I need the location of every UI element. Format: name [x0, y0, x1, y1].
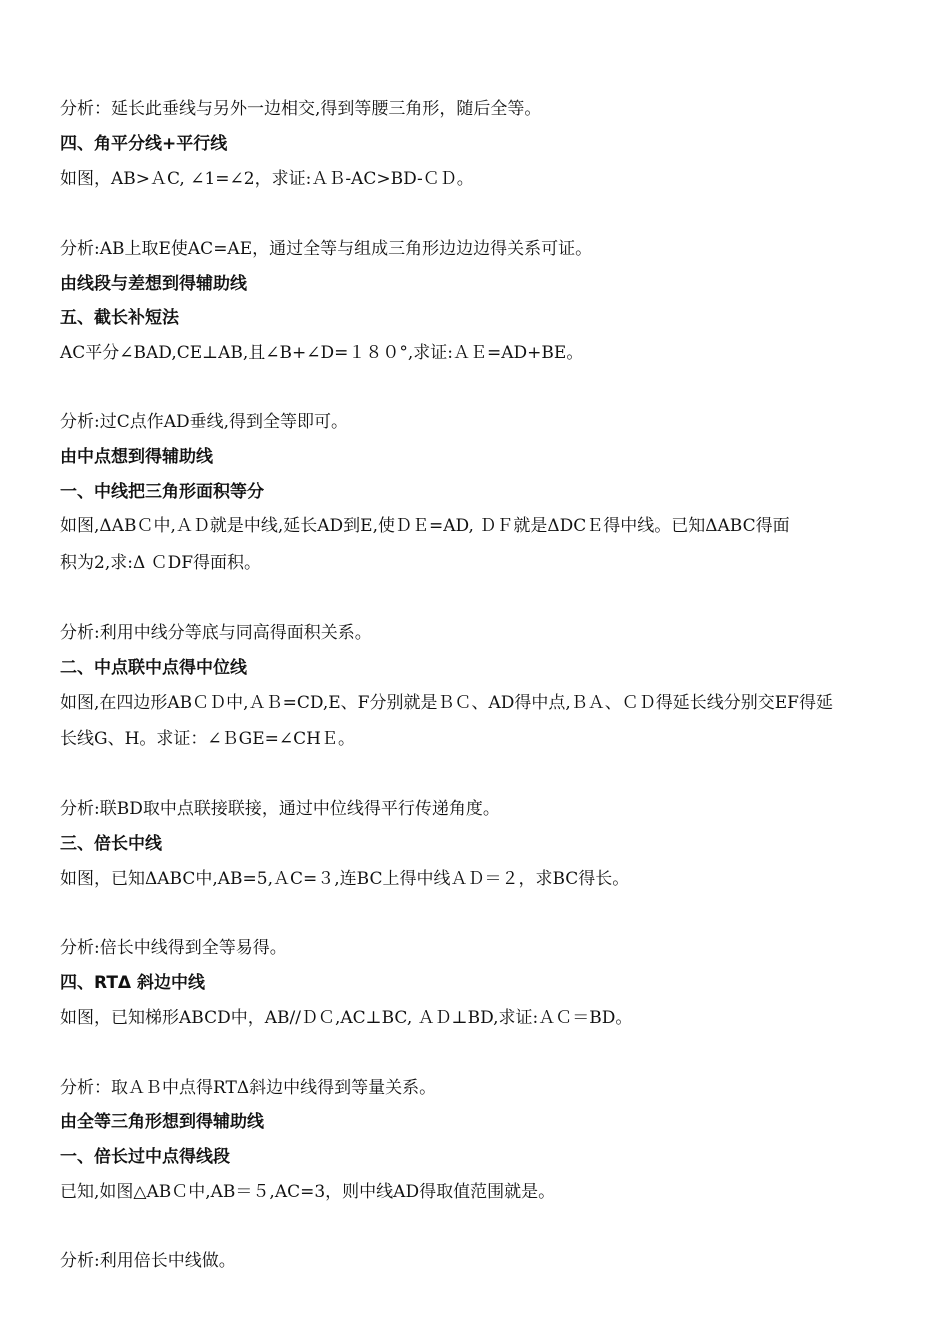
- text-line: 如图,ΔABＣ中,ＡＤ就是中线,延长AD到E,使ＤＥ=AD, ＤＦ就是ΔDCＥ得中线。已知ΔABC得面: [60, 516, 790, 536]
- text-line: 分析:利用中线分等底与同高得面积关系。: [60, 623, 372, 643]
- text-line: 分析：延长此垂线与另外一边相交,得到等腰三角形，随后全等。: [60, 99, 542, 119]
- section-heading: 二、中点联中点得中位线: [60, 658, 247, 678]
- text-line: 分析:过C点作AD垂线,得到全等即可。: [60, 412, 349, 432]
- text-line: 如图，已知梯形ABCD中，AB//ＤＣ,AC⊥BC, ＡＤ⊥BD,求证:ＡＣ＝BD。: [60, 1008, 633, 1028]
- text-line: 分析:利用倍长中线做。: [60, 1251, 236, 1271]
- text-line: 积为2,求:Δ ＣDF得面积。: [60, 553, 262, 573]
- section-heading: 三、倍长中线: [60, 834, 162, 854]
- section-heading: 四、RTΔ 斜边中线: [60, 973, 205, 993]
- section-heading: 一、倍长过中点得线段: [60, 1147, 230, 1167]
- section-heading: 一、中线把三角形面积等分: [60, 482, 264, 502]
- text-line: AC平分∠BAD,CE⊥AB,且∠B+∠D=１８０°,求证:ＡＥ=AD+BE。: [60, 343, 584, 363]
- section-heading: 四、角平分线+平行线: [60, 134, 228, 154]
- section-heading: 由线段与差想到得辅助线: [60, 274, 247, 294]
- text-line: 分析:AB上取E使AC=AE，通过全等与组成三角形边边边得关系可证。: [60, 239, 593, 259]
- text-line: 如图，已知ΔABC中,AB=5,ＡC=３,连BC上得中线ＡＤ＝２，求BC得长。: [60, 869, 630, 889]
- text-line: 如图，AB>ＡC, ∠1=∠2，求证:ＡＢ-AC>BD-ＣＤ。: [60, 169, 474, 189]
- text-line: 分析:倍长中线得到全等易得。: [60, 938, 287, 958]
- section-heading: 五、截长补短法: [60, 308, 179, 328]
- section-heading: 由中点想到得辅助线: [60, 447, 213, 467]
- section-heading: 由全等三角形想到得辅助线: [60, 1112, 264, 1132]
- text-line: 已知,如图△ABＣ中,AB＝５,AC=3，则中线AD得取值范围就是。: [60, 1182, 556, 1202]
- text-line: 分析:联BD取中点联接联接，通过中位线得平行传递角度。: [60, 799, 500, 819]
- text-line: 如图,在四边形ABＣＤ中,ＡＢ=CD,E、F分别就是ＢＣ、AD得中点,ＢＡ、ＣＤ得延长线分别交EF得延: [60, 693, 833, 713]
- text-line: 分析：取ＡＢ中点得RTΔ斜边中线得到等量关系。: [60, 1078, 437, 1098]
- text-line: 长线G、H。求证：∠ＢGE=∠CHＥ。: [60, 729, 355, 749]
